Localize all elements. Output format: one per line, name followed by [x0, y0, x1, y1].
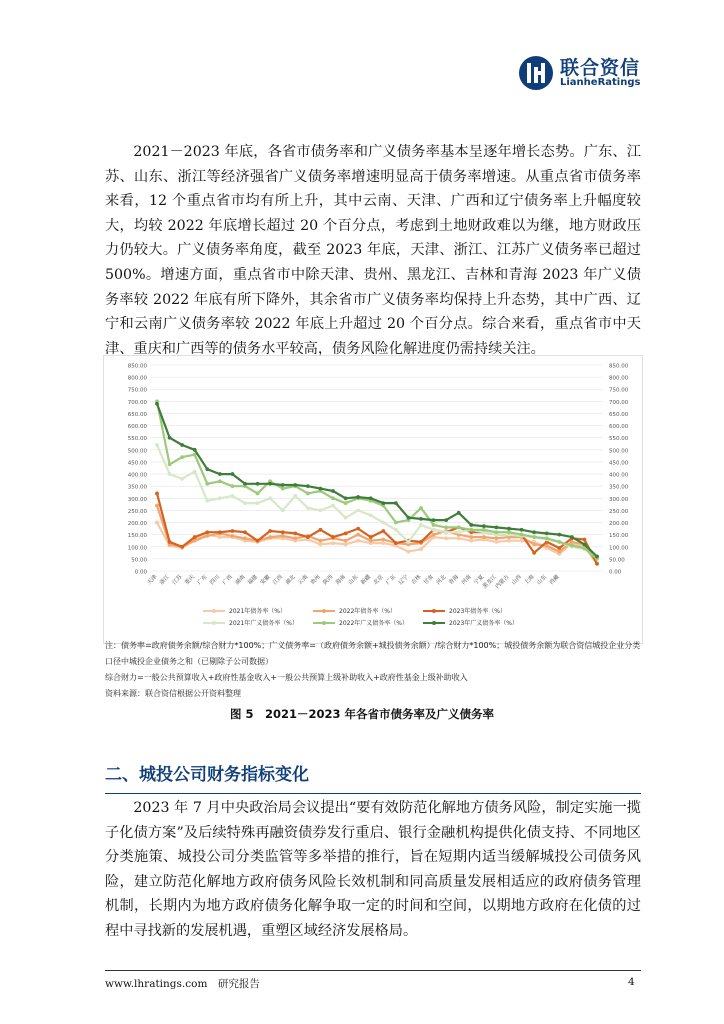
footer-divider [105, 970, 641, 971]
data-point [281, 483, 285, 487]
data-point [231, 484, 235, 488]
x-tick-label: 山东 [347, 574, 360, 587]
data-point [570, 535, 574, 539]
data-point [319, 528, 323, 532]
y-right-tick-label: 250.00 [609, 508, 629, 515]
x-tick-label: 新疆 [360, 574, 373, 587]
data-point [457, 536, 461, 540]
data-point [444, 536, 448, 540]
intro-paragraph: 2021－2023 年底，各省市债务率和广义债务率基本呈逐年增长态势。广东、江苏、山东、浙江等经济强省广义债务率增速明显高于债务率增速。从重点省市债务率来看，12 个重点省市均有所上升，其中云南、天津、广西和辽宁债务率上升幅度较大，均较 2022 年底增长超过 20 个百分点，考虑到土地财政难以为继，地方财政压力仍较大。广义债务率角度，截至 2023 年底，天津、浙江、江苏广义债务率已超过 500%。增速方面，重点省市中除天津、贵州、黑龙江、吉林和青海 2023 年广义债务率较 2022 年底有所下降外，其余省市广义债务率均保持上升态势，其中广西、辽宁和云南广义债务率较 2022 年底上升超过 20 个百分点。综合来看，重点省市中天津、重庆和广西等的债务水平较高，债务风险化解进度仍需持续关注。 [105, 144, 641, 357]
data-point [570, 544, 574, 548]
data-point [457, 525, 461, 529]
y-right-tick-label: 700.00 [609, 399, 629, 406]
data-point [557, 550, 561, 554]
y-right-tick-label: 850.00 [609, 363, 629, 370]
data-point [432, 528, 436, 532]
data-point [419, 540, 423, 544]
data-point [155, 443, 159, 447]
data-point [394, 521, 398, 525]
x-tick-label: 河北 [435, 574, 448, 587]
x-tick-label: 浙江 [158, 574, 171, 587]
data-point [306, 484, 310, 488]
data-point [218, 535, 222, 539]
data-point [243, 536, 247, 540]
data-point [419, 547, 423, 551]
data-point [256, 482, 260, 486]
data-point [557, 540, 561, 544]
logo-chinese-name: 联合资信 [560, 57, 641, 79]
y-right-tick-label: 500.00 [609, 448, 629, 455]
data-point [469, 539, 473, 543]
x-tick-label: 辽宁 [397, 574, 410, 587]
y-left-tick-label: 500.00 [127, 448, 147, 455]
legend-marker [432, 609, 436, 613]
data-point [331, 496, 335, 500]
x-tick-label: 贵州 [309, 574, 322, 587]
data-point [218, 472, 222, 476]
y-left-tick-label: 50.00 [131, 557, 147, 564]
data-point [432, 518, 436, 522]
x-tick-label: 陕西 [322, 574, 335, 587]
data-point [469, 528, 473, 532]
x-tick-label: 广东 [385, 574, 398, 587]
y-left-tick-label: 800.00 [127, 375, 147, 382]
y-left-tick-label: 200.00 [127, 521, 147, 528]
data-point [356, 509, 360, 513]
data-point [180, 545, 184, 549]
data-point [557, 533, 561, 537]
x-tick-label: 重庆 [184, 574, 197, 587]
x-tick-label: 宁夏 [473, 574, 486, 587]
data-point [469, 523, 473, 527]
data-point [356, 539, 360, 543]
data-point [193, 535, 197, 539]
y-right-tick-label: 0.00 [609, 569, 622, 576]
chart-notes [105, 638, 645, 702]
x-tick-label: 北京 [372, 574, 385, 587]
data-point [583, 538, 587, 542]
legend-label: 2023年广义债务率（%） [449, 620, 518, 627]
data-point [381, 541, 385, 545]
company-logo [518, 55, 658, 95]
body-paragraph: 2023 年 7 月中央政治局会议提出“要有效防范化解地方债务风险，制定实施一揽子化债方案”及后续特殊再融资债券发行重启、银行金融机构提供化债支持、不同地区分类施策、城投公司分类监管等多举措的推行，旨在短期内适当缓解城投公司债务风险，建立防范化解地方政府债务风险长效机制和同高质量发展相适应的政府债务管理机制，长期内为地方政府债务化解争取一定的时间和空间，以期地方政府在化债的过程中寻找新的发展机遇，重塑区域经济发展格局。 [105, 800, 641, 939]
data-point [293, 494, 297, 498]
x-tick-label: 山东 [536, 574, 549, 587]
data-point [381, 521, 385, 525]
data-point [482, 528, 486, 532]
data-point [532, 530, 536, 534]
data-point [369, 496, 373, 500]
data-point [419, 517, 423, 521]
data-point [256, 492, 260, 496]
x-tick-label: 河南 [460, 574, 473, 587]
x-tick-label: 吉林 [410, 574, 423, 587]
data-point [557, 546, 561, 550]
data-point [344, 532, 348, 536]
data-point [381, 501, 385, 505]
series-line-5 [157, 401, 597, 559]
data-point [457, 511, 461, 515]
y-right-tick-label: 150.00 [609, 533, 629, 540]
data-point [407, 540, 411, 544]
data-point [205, 482, 209, 486]
data-point [281, 534, 285, 538]
data-point [369, 535, 373, 539]
data-point [205, 467, 209, 471]
data-point [268, 496, 272, 500]
x-tick-label: 福建 [246, 574, 259, 587]
y-left-tick-label: 350.00 [127, 484, 147, 491]
legend-marker [432, 621, 436, 625]
legend-label: 2022年广义债务率（%） [339, 620, 408, 627]
data-point [532, 551, 536, 555]
debt-ratio-chart-svg [103, 355, 643, 645]
data-point [243, 501, 247, 505]
y-right-tick-label: 300.00 [609, 496, 629, 503]
data-point [369, 539, 373, 543]
data-point [482, 524, 486, 528]
x-tick-label: 海南 [334, 574, 347, 587]
data-point [268, 482, 272, 486]
y-right-tick-label: 550.00 [609, 436, 629, 443]
data-point [293, 532, 297, 536]
y-left-tick-label: 400.00 [127, 472, 147, 479]
x-tick-label: 江苏 [171, 574, 184, 587]
data-point [419, 523, 423, 527]
data-point [407, 550, 411, 554]
y-left-tick-label: 600.00 [127, 424, 147, 431]
data-point [180, 477, 184, 481]
data-point [168, 472, 172, 476]
data-point [344, 501, 348, 505]
data-point [520, 533, 524, 537]
data-point [331, 489, 335, 493]
data-point [218, 496, 222, 500]
data-point [205, 499, 209, 503]
data-point [306, 506, 310, 510]
footer-site[interactable]: www.lhratings.com 研究报告 [105, 978, 260, 990]
note-fiscal-capacity: 综合财力=一般公共预算收入+政府性基金收入+一般公共预算上级补助收入+政府性基金上级补助收入 [105, 673, 468, 682]
logo-english-name: LianheRatings [560, 77, 641, 88]
data-point [231, 494, 235, 498]
data-point [344, 539, 348, 543]
data-point [419, 506, 423, 510]
data-point [369, 513, 373, 517]
data-point [545, 532, 549, 536]
section-title: 二、城投公司财务指标变化 [105, 765, 309, 785]
x-tick-label: 上海 [523, 574, 536, 587]
x-tick-label: 江西 [272, 574, 285, 587]
note-source: 资料来源：联合资信根据公开资料整理 [105, 689, 241, 698]
data-point [520, 539, 524, 543]
x-tick-label: 内蒙古 [494, 574, 511, 591]
data-point [293, 483, 297, 487]
y-right-tick-label: 200.00 [609, 521, 629, 528]
y-left-tick-label: 850.00 [127, 363, 147, 370]
y-right-tick-label: 100.00 [609, 545, 629, 552]
data-point [344, 542, 348, 546]
data-point [344, 496, 348, 500]
x-tick-label: 四川 [209, 574, 222, 587]
y-left-tick-label: 0.00 [134, 569, 147, 576]
y-right-tick-label: 400.00 [609, 472, 629, 479]
data-point [394, 541, 398, 545]
legend-label: 2023年债务率（%） [449, 608, 506, 615]
data-point [231, 529, 235, 533]
data-point [168, 540, 172, 544]
data-point [180, 455, 184, 459]
data-point [356, 495, 360, 499]
data-point [256, 539, 260, 543]
legend-marker [212, 609, 216, 613]
data-point [306, 492, 310, 496]
legend-label: 2021年债务率（%） [229, 608, 286, 615]
x-tick-label: 广西 [221, 574, 234, 587]
x-tick-label: 云南 [297, 574, 310, 587]
x-tick-label: 湖南 [234, 574, 247, 587]
data-point [155, 521, 159, 525]
data-point [281, 509, 285, 513]
x-tick-label: 安徽 [259, 574, 272, 587]
y-left-tick-label: 450.00 [127, 460, 147, 467]
y-right-tick-label: 600.00 [609, 424, 629, 431]
y-left-tick-label: 750.00 [127, 387, 147, 394]
data-point [394, 528, 398, 532]
data-point [231, 472, 235, 476]
data-point [281, 530, 285, 534]
lianhe-logo-icon [518, 55, 554, 91]
data-point [432, 533, 436, 537]
data-point [268, 535, 272, 539]
y-right-tick-label: 800.00 [609, 375, 629, 382]
data-point [444, 525, 448, 529]
data-point [356, 527, 360, 531]
data-point [155, 402, 159, 406]
section-divider [105, 793, 641, 794]
data-point [180, 443, 184, 447]
data-point [168, 462, 172, 466]
data-point [319, 539, 323, 543]
data-point [344, 516, 348, 520]
data-point [507, 527, 511, 531]
page-number: 4 [628, 976, 635, 988]
x-tick-label: 山西 [510, 574, 523, 587]
data-point [381, 538, 385, 542]
x-tick-label: 甘肃 [422, 574, 435, 587]
data-point [432, 523, 436, 527]
y-left-tick-label: 300.00 [127, 496, 147, 503]
figure-caption: 图 5 2021－2023 年各省市债务率及广义债务率 [229, 707, 495, 721]
legend-marker [322, 621, 326, 625]
data-point [205, 530, 209, 534]
x-tick-label: 湖北 [284, 574, 297, 587]
y-right-tick-label: 750.00 [609, 387, 629, 394]
y-left-tick-label: 100.00 [127, 545, 147, 552]
data-point [583, 542, 587, 546]
data-point [168, 436, 172, 440]
data-point [243, 530, 247, 534]
y-right-tick-label: 650.00 [609, 411, 629, 418]
data-point [218, 530, 222, 534]
data-point [394, 501, 398, 505]
data-point [331, 541, 335, 545]
data-point [281, 487, 285, 491]
data-point [193, 470, 197, 474]
y-right-tick-label: 350.00 [609, 484, 629, 491]
data-point [457, 530, 461, 534]
y-right-tick-label: 450.00 [609, 460, 629, 467]
data-point [545, 536, 549, 540]
legend-label: 2021年广义债务率（%） [229, 620, 298, 627]
data-point [319, 542, 323, 546]
y-left-tick-label: 550.00 [127, 436, 147, 443]
data-point [444, 518, 448, 522]
data-point [205, 534, 209, 538]
legend-marker [322, 609, 326, 613]
data-point [243, 482, 247, 486]
data-point [407, 516, 411, 520]
data-point [495, 540, 499, 544]
data-point [495, 525, 499, 529]
data-point [444, 530, 448, 534]
data-point [293, 536, 297, 540]
x-tick-label: 广东 [196, 574, 209, 587]
data-point [193, 448, 197, 452]
data-point [155, 504, 159, 508]
debt-ratio-chart [103, 355, 643, 645]
y-left-tick-label: 650.00 [127, 411, 147, 418]
x-tick-label: 天津 [146, 574, 159, 587]
data-point [218, 479, 222, 483]
y-right-tick-label: 50.00 [609, 557, 625, 564]
y-left-tick-label: 150.00 [127, 533, 147, 540]
data-point [231, 534, 235, 538]
data-point [381, 529, 385, 533]
data-point [507, 530, 511, 534]
x-tick-label: 青海 [448, 574, 461, 587]
legend-marker [212, 621, 216, 625]
data-point [331, 535, 335, 539]
data-point [306, 535, 310, 539]
data-point [331, 504, 335, 508]
y-left-tick-label: 700.00 [127, 399, 147, 406]
data-point [469, 535, 473, 539]
data-point [595, 562, 599, 566]
data-point [155, 492, 159, 496]
data-point [532, 535, 536, 539]
data-point [520, 528, 524, 532]
data-point [507, 539, 511, 543]
data-point [356, 533, 360, 537]
note-definition: 注：债务率=政府债务余额/综合财力*100%；广义债务率=（政府债务余额+城投债务余额）/综合财力*100%；城投债务余额为联合资信城投企业分类口径中城投企业债务之和（已剔除子公司数据） [105, 641, 641, 666]
data-point [495, 530, 499, 534]
data-point [595, 555, 599, 559]
data-point [256, 501, 260, 505]
x-tick-label: 黑龙江 [481, 574, 498, 591]
data-point [319, 487, 323, 491]
legend-label: 2022年债务率（%） [339, 608, 396, 615]
data-point [319, 509, 323, 513]
data-point [268, 529, 272, 533]
data-point [495, 536, 499, 540]
x-tick-label: 西藏 [548, 574, 561, 587]
data-point [532, 542, 536, 546]
y-left-tick-label: 250.00 [127, 508, 147, 515]
data-point [482, 535, 486, 539]
